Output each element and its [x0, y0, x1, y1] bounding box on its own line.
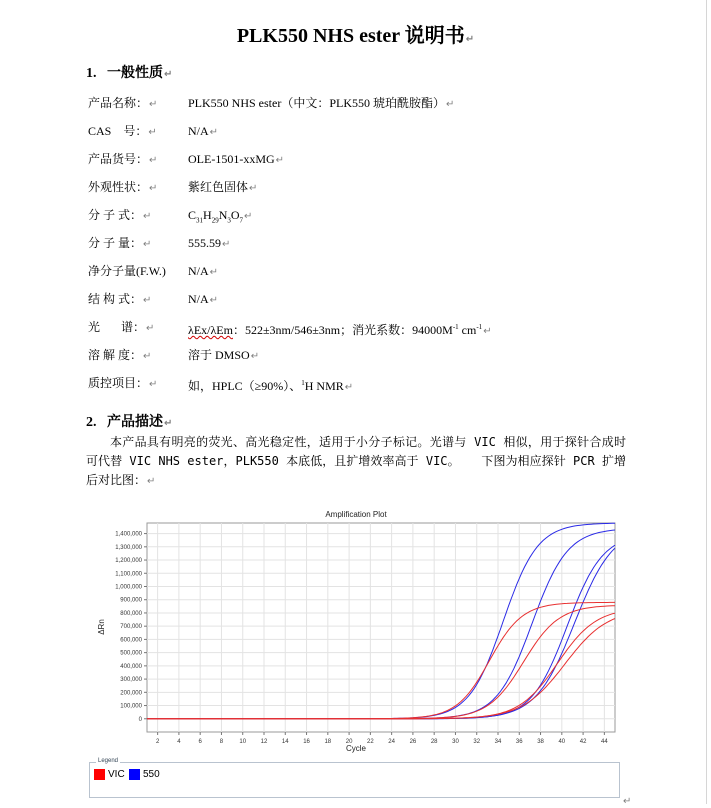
x-axis-label: Cycle	[345, 744, 367, 753]
x-tick-label: 24	[388, 739, 395, 745]
end-paragraph-mark: ↵	[623, 796, 632, 807]
x-tick-label: 30	[452, 739, 459, 745]
x-tick-label: 44	[601, 739, 608, 745]
molecular-formula: $C_{31}H_{29}N_3O_7↵$	[188, 208, 253, 225]
amplification-plot	[90, 505, 620, 758]
legend-label-550: 550	[143, 769, 160, 780]
y-tick-label: 700,000	[120, 624, 142, 631]
document-title: PLK550 NHS ester 说明书↵	[236, 25, 475, 47]
chart-legend	[89, 758, 620, 798]
legend-swatch-vic	[94, 769, 105, 780]
y-tick-label: 0	[138, 716, 142, 723]
x-tick-label: 28	[430, 739, 438, 745]
x-tick-label: 20	[345, 739, 353, 745]
y-tick-label: 1,400,000	[115, 531, 142, 538]
legend-title: Legend	[98, 758, 119, 764]
x-tick-label: 40	[558, 739, 566, 745]
y-tick-label: 300,000	[120, 677, 142, 684]
y-tick-label: 1,200,000	[115, 558, 142, 565]
y-tick-label: 100,000	[120, 703, 142, 710]
legend-label-vic: VIC	[108, 769, 125, 780]
spectrum-value: λEx/λEm：522±3nm/546±3nm；消光系数：$94000M^{-1}$ $cm^{-1}↵$	[188, 323, 492, 337]
plot-area	[147, 523, 615, 732]
y-tick-label: 400,000	[120, 663, 142, 670]
qc-value: 如，HPLC（≥90%）、$^1$H NMR↵	[188, 379, 354, 393]
y-tick-label: 900,000	[120, 597, 142, 604]
x-tick-label: 16	[303, 739, 310, 745]
x-tick-label: 38	[537, 739, 544, 745]
section-heading-general: 1. 一般性质↵	[86, 66, 173, 81]
section-heading-description: 2. 产品描述↵	[86, 415, 173, 430]
x-tick-label: 36	[515, 739, 523, 745]
y-tick-label: 200,000	[120, 690, 142, 697]
y-tick-label: 1,000,000	[115, 584, 142, 591]
x-tick-label: 14	[281, 739, 289, 745]
x-tick-label: 34	[494, 739, 502, 745]
x-tick-label: 18	[324, 739, 332, 745]
x-tick-label: 2	[155, 739, 160, 745]
y-tick-label: 600,000	[120, 637, 142, 644]
x-tick-label: 4	[177, 739, 181, 745]
x-tick-label: 10	[239, 739, 247, 745]
x-tick-label: 26	[409, 739, 417, 745]
description-paragraph: 本产品具有明亮的荧光、高光稳定性，适用于小分子标记。光谱与 VIC 相似，用于探针合成时可代替 VIC NHS ester，PLK550 本底低，且扩增效率高于 VIC。 下图为相应探针 PCR 扩增后对比图：↵	[86, 435, 626, 487]
x-tick-label: 8	[219, 739, 224, 745]
y-tick-label: 500,000	[120, 650, 142, 657]
chart-title: Amplification Plot	[325, 510, 387, 519]
x-tick-label: 22	[367, 739, 374, 745]
x-tick-label: 6	[198, 739, 202, 745]
legend-swatch-550	[129, 769, 140, 780]
x-tick-label: 42	[579, 739, 587, 745]
y-axis-label: ΔRn	[97, 619, 106, 635]
y-tick-label: 1,300,000	[115, 544, 142, 551]
x-tick-label: 12	[260, 739, 268, 745]
y-tick-label: 1,100,000	[115, 571, 142, 578]
page-edge	[706, 0, 707, 804]
x-tick-label: 32	[473, 739, 481, 745]
y-tick-label: 800,000	[120, 610, 142, 617]
amplification-plot-svg	[90, 505, 620, 758]
